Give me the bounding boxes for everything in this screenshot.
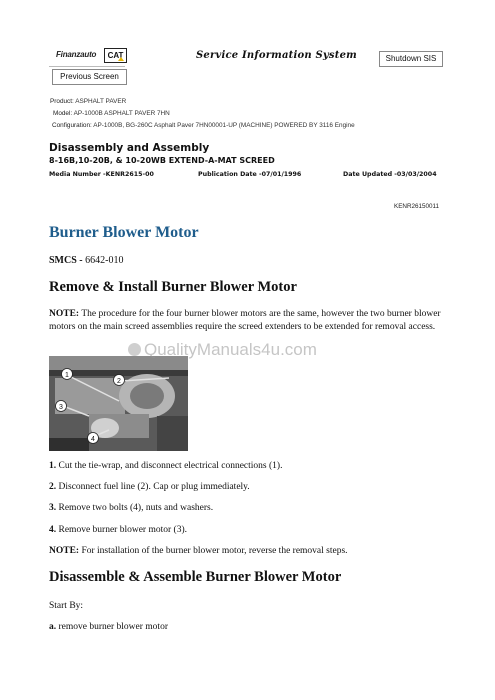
model-value: AP-1000B ASPHALT PAVER 7HN (73, 110, 170, 117)
step-number: 4. (49, 525, 57, 535)
date-updated: Date Updated -03/03/2004 (343, 171, 437, 178)
step-text: Disconnect fuel line (2). Cap or plug immediately. (58, 482, 250, 492)
step-a (49, 622, 168, 632)
callout-3: 3 (59, 404, 63, 411)
procedure-note (49, 308, 445, 333)
watermark (128, 340, 317, 360)
configuration-value: AP-1000B, BG-260C Asphalt Paver 7HN00001-UP (MACHINE) POWERED BY 3116 Engine (93, 122, 355, 129)
page-title: Burner Blower Motor (49, 224, 199, 241)
step-text: remove burner blower motor (58, 622, 168, 632)
step-letter: a. (49, 622, 57, 632)
model-key: Model: (53, 110, 73, 117)
note-text: For installation of the burner blower motor, reverse the removal steps. (81, 546, 348, 556)
step-number: 1. (49, 461, 57, 471)
product-key: Product: (50, 98, 74, 105)
model-info-row (53, 110, 170, 117)
publication-date: Publication Date -07/01/1996 (198, 171, 302, 178)
step-number: 2. (49, 482, 57, 492)
section-title: Disassembly and Assembly (49, 142, 210, 154)
shutdown-sis-button[interactable]: Shutdown SIS (379, 51, 443, 67)
media-number: Media Number -KENR2615-00 (49, 171, 154, 178)
step-text: Remove two bolts (4), nuts and washers. (58, 503, 214, 513)
note-label: NOTE: (49, 546, 80, 556)
configuration-key: Configuration: (52, 122, 92, 129)
step-4 (49, 525, 187, 535)
callout-1: 1 (65, 372, 69, 379)
finanzauto-logo: Finanzauto (56, 50, 97, 59)
callout-4: 4 (91, 436, 95, 443)
product-value: ASPHALT PAVER (75, 98, 127, 105)
smcs-value: 6642-010 (85, 255, 124, 266)
note-label: NOTE: (49, 309, 80, 319)
step-2 (49, 482, 250, 492)
step-number: 3. (49, 503, 57, 513)
section-subtitle: 8-16B,10-20B, & 10-20WB EXTEND-A-MAT SCREED (49, 156, 275, 165)
smcs-label: SMCS - (49, 255, 83, 266)
callout-2: 2 (117, 378, 121, 385)
start-by-label: Start By: (49, 601, 84, 611)
watermark-logo-icon (128, 343, 141, 356)
remove-install-heading: Remove & Install Burner Blower Motor (49, 279, 297, 295)
step-text: Cut the tie-wrap, and disconnect electrical connections (1). (58, 461, 283, 471)
disassemble-assemble-heading: Disassemble & Assemble Burner Blower Motor (49, 569, 342, 585)
system-title: Service Information System (196, 50, 357, 61)
step-3 (49, 503, 213, 513)
note-text: The procedure for the four burner blower motors are the same, however the two burner blower motors on the main screed assemblies require the screed extenders to be extended for removal access. (49, 309, 441, 332)
smcs-code (49, 255, 123, 266)
burner-blower-motor-photo (49, 356, 188, 451)
configuration-info-row (52, 122, 355, 129)
previous-screen-button[interactable]: Previous Screen (52, 69, 127, 85)
installation-note (49, 546, 348, 556)
watermark-text: QualityManuals4u.com (144, 340, 317, 359)
product-info-row (50, 98, 126, 105)
step-text: Remove burner blower motor (3). (58, 525, 187, 535)
step-1 (49, 461, 282, 471)
cat-logo: CAT (104, 48, 127, 63)
document-reference: KENR26150011 (394, 203, 440, 210)
